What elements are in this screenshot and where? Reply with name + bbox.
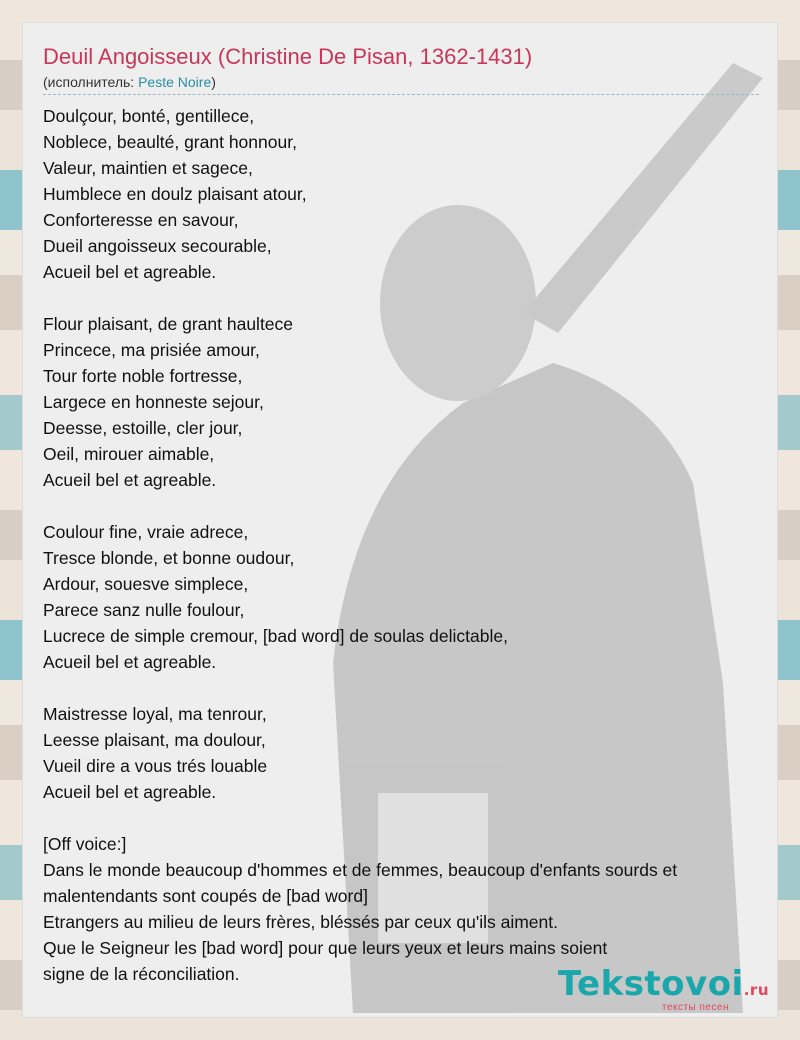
lyric-line: Dueil angoisseux secourable,: [43, 236, 272, 256]
lyric-line: Ardour, souesve simplece,: [43, 574, 249, 594]
lyric-line: Valeur, maintien et sagece,: [43, 158, 253, 178]
lyric-line: Acueil bel et agreable.: [43, 470, 217, 490]
lyric-line: Oeil, mirouer aimable,: [43, 444, 215, 464]
lyric-line: Tresce blonde, et bonne oudour,: [43, 548, 295, 568]
song-title: Deuil Angoisseux (Christine De Pisan, 1362-1431): [43, 44, 533, 69]
lyric-line: Etrangers au milieu de leurs frères, bléssés par ceux qu'ils aiment.: [43, 912, 558, 932]
lyric-line: Princece, ma prisiée amour,: [43, 340, 260, 360]
stanza-break: [43, 675, 771, 701]
lyric-line: Tour forte noble fortresse,: [43, 366, 243, 386]
lyric-line: Flour plaisant, de grant haultece: [43, 314, 294, 334]
stanza-break: [43, 285, 771, 311]
content: [43, 43, 771, 987]
lyric-line: Acueil bel et agreable.: [43, 262, 217, 282]
artist-link[interactable]: Peste Noire: [138, 74, 212, 90]
lyric-line: Humblece en doulz plaisant atour,: [43, 184, 307, 204]
artist-prefix: (исполнитель:: [43, 74, 139, 90]
artist-line: [43, 73, 759, 95]
lyric-line: Noblece, beaulté, grant honnour,: [43, 132, 297, 152]
logo-name: Tekstovoi: [557, 964, 744, 1004]
lyric-line: Acueil bel et agreable.: [43, 782, 217, 802]
lyric-line: Que le Seigneur les [bad word] pour que leurs yeux et leurs mains soient: [43, 938, 608, 958]
lyric-line: signe de la réconciliation.: [43, 964, 240, 984]
lyric-line: Doulçour, bonté, gentillece,: [43, 106, 255, 126]
lyric-line: Coulour fine, vraie adrece,: [43, 522, 249, 542]
lyric-line: [Off voice:]: [43, 834, 127, 854]
lyric-line: Conforteresse en savour,: [43, 210, 239, 230]
lyric-line: Leesse plaisant, ma doulour,: [43, 730, 266, 750]
stanza-break: [43, 805, 771, 831]
lyric-line: Largece en honneste sejour,: [43, 392, 264, 412]
logo-tld: .ru: [743, 981, 769, 999]
lyric-line: malentendants sont coupés de [bad word]: [43, 886, 368, 906]
lyrics-card: [22, 22, 778, 1018]
lyrics-body: [43, 103, 771, 987]
stanza-break: [43, 493, 771, 519]
lyric-line: Deesse, estoille, cler jour,: [43, 418, 243, 438]
artist-suffix: ): [211, 74, 216, 90]
lyric-line: Vueil dire a vous trés louable: [43, 756, 268, 776]
lyric-line: Acueil bel et agreable.: [43, 652, 217, 672]
lyric-line: Maistresse loyal, ma tenrour,: [43, 704, 267, 724]
logo-tagline: тексты песен: [661, 1002, 729, 1013]
lyric-line: Lucrece de simple cremour, [bad word] de soulas delictable,: [43, 626, 508, 646]
lyric-line: Dans le monde beaucoup d'hommes et de femmes, beaucoup d'enfants sourds et: [43, 860, 678, 880]
site-logo[interactable]: [558, 966, 769, 1013]
lyric-line: Parece sanz nulle foulour,: [43, 600, 245, 620]
